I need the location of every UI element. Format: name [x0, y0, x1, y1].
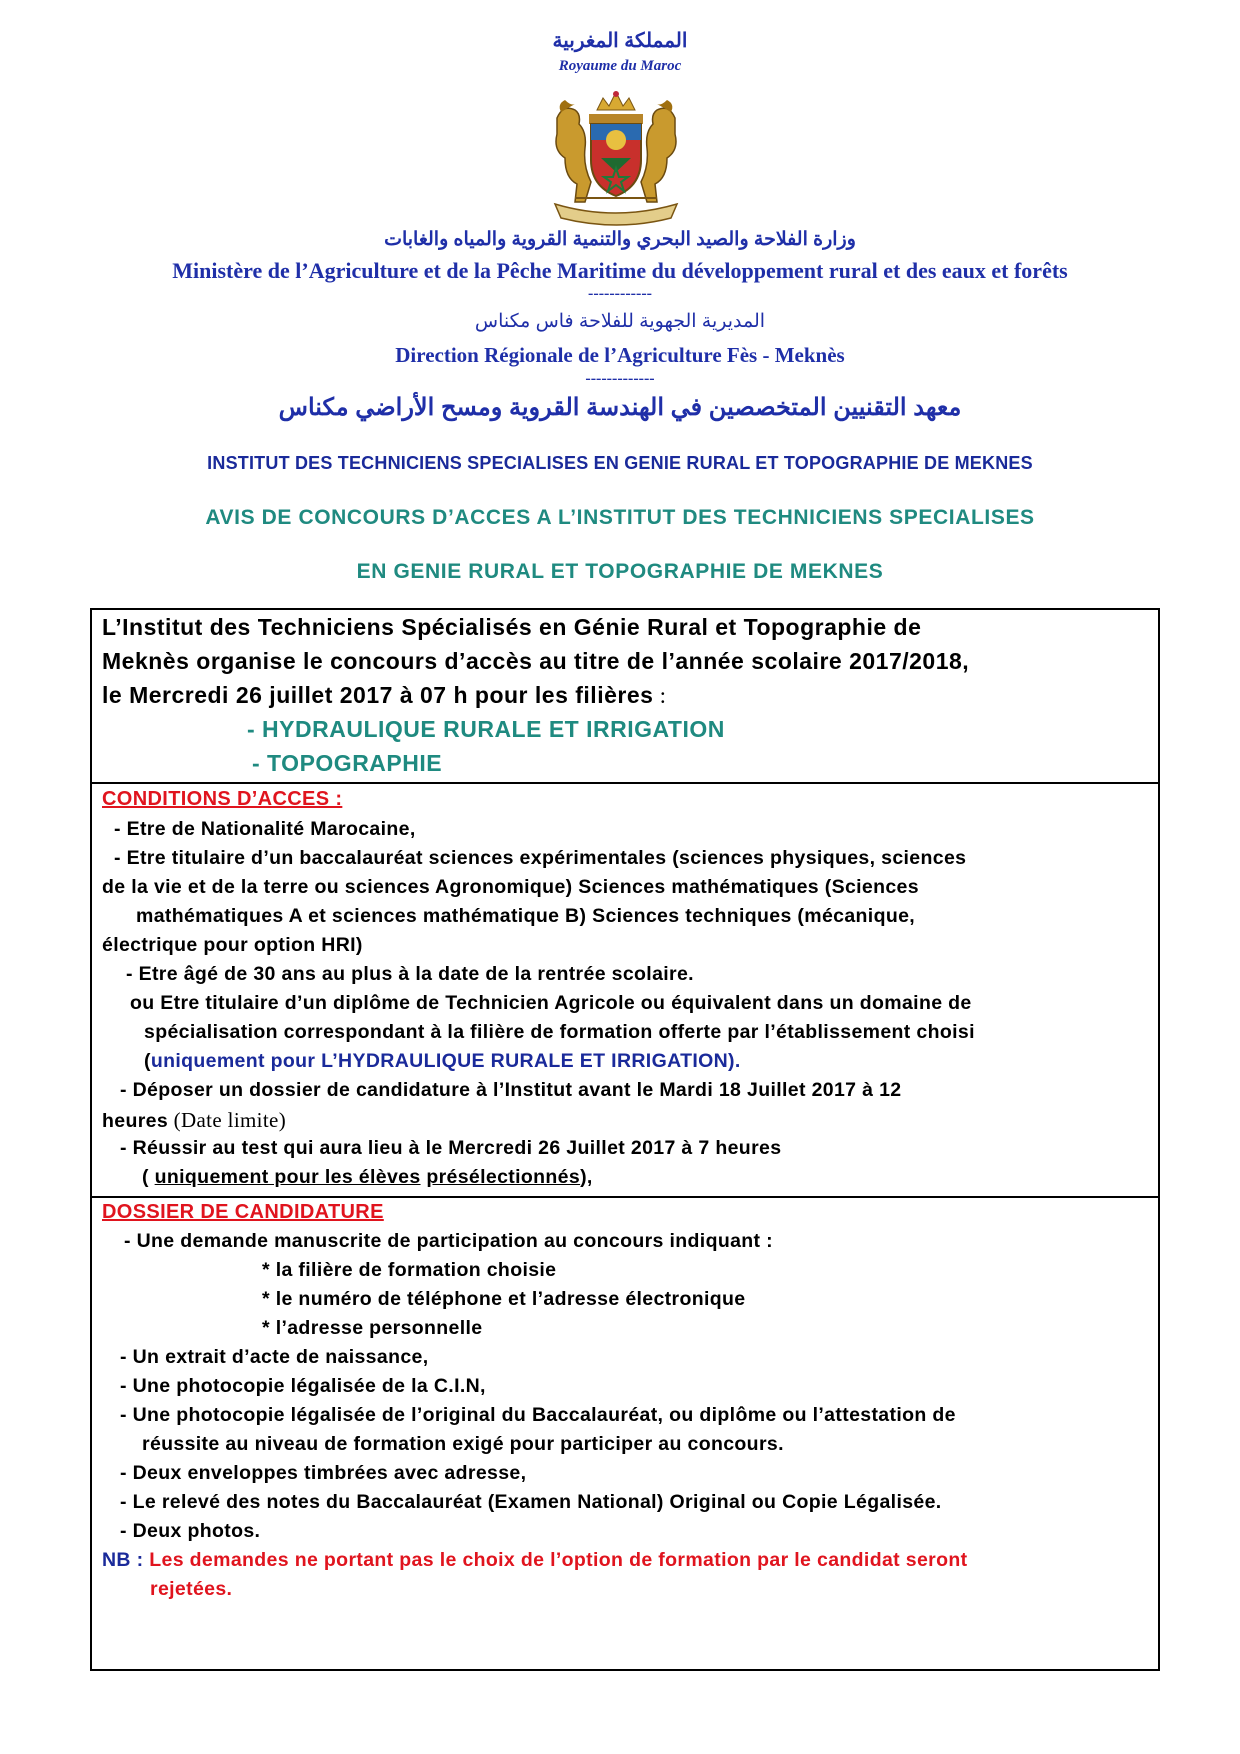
- condition-line: - Etre titulaire d’un baccalauréat sciences expérimentales (sciences physiques, sciences: [114, 847, 967, 869]
- dossier-item: - Deux enveloppes timbrées avec adresse,: [120, 1462, 527, 1484]
- dossier-subitem: * l’adresse personnelle: [262, 1317, 483, 1339]
- option-topographie: - TOPOGRAPHIE: [252, 750, 443, 776]
- conditions-title: CONDITIONS D’ACCES :: [102, 788, 343, 810]
- preselected-text: présélectionnés: [426, 1166, 581, 1188]
- arabic-institute: معهد التقنيين المتخصصين في الهندسة القروية ومسح الأراضي مكناس: [278, 394, 962, 421]
- dossier-item: réussite au niveau de formation exigé pour participer au concours.: [142, 1433, 784, 1455]
- direction-name: Direction Régionale de l’Agriculture Fès - Meknès: [395, 343, 845, 367]
- nb-label: NB :: [102, 1549, 144, 1571]
- notice-title-line-1: AVIS DE CONCOURS D’ACCES A L’INSTITUT DES TECHNICIENS SPECIALISES: [205, 506, 1035, 529]
- dossier-subitem: * le numéro de téléphone et l’adresse électronique: [262, 1288, 746, 1310]
- option-hydraulique: - HYDRAULIQUE RURALE ET IRRIGATION: [247, 716, 725, 742]
- intro-line: L’Institut des Techniciens Spécialisés en Génie Rural et Topographie de: [102, 614, 922, 640]
- divider-dashes: ------------: [588, 285, 652, 302]
- nb-note: [102, 1549, 967, 1572]
- notice-title-line-2: EN GENIE RURAL ET TOPOGRAPHIE DE MEKNES: [356, 560, 884, 583]
- dossier-item: - Un extrait d’acte de naissance,: [120, 1346, 429, 1368]
- condition-line: spécialisation correspondant à la filière de formation offerte par l’établissement choisi: [144, 1021, 975, 1043]
- dossier-subitem: * la filière de formation choisie: [262, 1259, 557, 1281]
- arabic-kingdom: المملكة المغربية: [552, 30, 688, 52]
- nb-text: Les demandes ne portant pas le choix de l’option de formation par le candidat seront: [143, 1549, 968, 1571]
- dossier-item: - Une photocopie légalisée de l’original du Baccalauréat, ou diplôme ou l’attestation de: [120, 1404, 956, 1426]
- intro-colon: :: [653, 683, 667, 708]
- condition-line: - Déposer un dossier de candidature à l’Institut avant le Mardi 18 Juillet 2017 à 12: [120, 1079, 902, 1101]
- condition-line: électrique pour option HRI): [102, 934, 363, 956]
- condition-line: - Réussir au test qui aura lieu à le Mercredi 26 Juillet 2017 à 7 heures: [120, 1137, 782, 1159]
- divider-dashes: -------------: [585, 370, 655, 387]
- intro-date-text: le Mercredi 26 juillet 2017 à 07 h pour les filières: [102, 682, 654, 708]
- paren-open: (: [142, 1166, 155, 1188]
- condition-line: [102, 1108, 286, 1133]
- dossier-item: - Une demande manuscrite de participation au concours indiquant :: [124, 1230, 774, 1252]
- section-divider: [92, 1196, 1158, 1198]
- condition-line: - Etre âgé de 30 ans au plus à la date de la rentrée scolaire.: [126, 963, 694, 985]
- coat-of-arms-emblem: [545, 88, 687, 226]
- dossier-title: DOSSIER DE CANDIDATURE: [102, 1201, 384, 1223]
- preselected-only-text: uniquement pour les élèves: [154, 1166, 421, 1188]
- condition-line: [142, 1166, 593, 1189]
- ministry-name: Ministère de l’Agriculture et de la Pêche Maritime du développement rural et des eaux et forêts: [172, 258, 1068, 283]
- deadline-hours: heures: [102, 1110, 169, 1132]
- condition-line: ou Etre titulaire d’un diplôme de Technicien Agricole ou équivalent dans un domaine de: [130, 992, 972, 1014]
- condition-line: mathématiques A et sciences mathématique B) Sciences techniques (mécanique,: [136, 905, 916, 927]
- institute-name: INSTITUT DES TECHNICIENS SPECIALISES EN GENIE RURAL ET TOPOGRAPHIE DE MEKNES: [207, 453, 1033, 473]
- arabic-ministry: وزارة الفلاحة والصيد البحري والتنمية القروية والمياه والغابات: [384, 229, 856, 250]
- nb-note-continued: rejetées.: [150, 1578, 233, 1600]
- dossier-item: - Une photocopie légalisée de la C.I.N,: [120, 1375, 486, 1397]
- condition-line: [144, 1050, 741, 1073]
- deadline-label: (Date limite): [168, 1108, 287, 1132]
- paren-open: (: [144, 1050, 151, 1072]
- dossier-item: - Le relevé des notes du Baccalauréat (Examen National) Original ou Copie Légalisée.: [120, 1491, 942, 1513]
- dossier-item: - Deux photos.: [120, 1520, 261, 1542]
- section-divider: [92, 782, 1158, 784]
- arabic-direction: المديرية الجهوية للفلاحة فاس مكناس: [474, 311, 766, 332]
- paren-close: ),: [580, 1166, 593, 1188]
- kingdom-name: Royaume du Maroc: [558, 58, 682, 74]
- condition-hri-only: uniquement pour L’HYDRAULIQUE RURALE ET IRRIGATION).: [150, 1050, 741, 1072]
- notice-box: [90, 608, 1160, 1671]
- intro-line: Meknès organise le concours d’accès au titre de l’année scolaire 2017/2018,: [102, 648, 970, 674]
- condition-line: - Etre de Nationalité Marocaine,: [114, 818, 416, 840]
- condition-line: de la vie et de la terre ou sciences Agronomique) Sciences mathématiques (Sciences: [102, 876, 919, 898]
- intro-line: [102, 682, 667, 709]
